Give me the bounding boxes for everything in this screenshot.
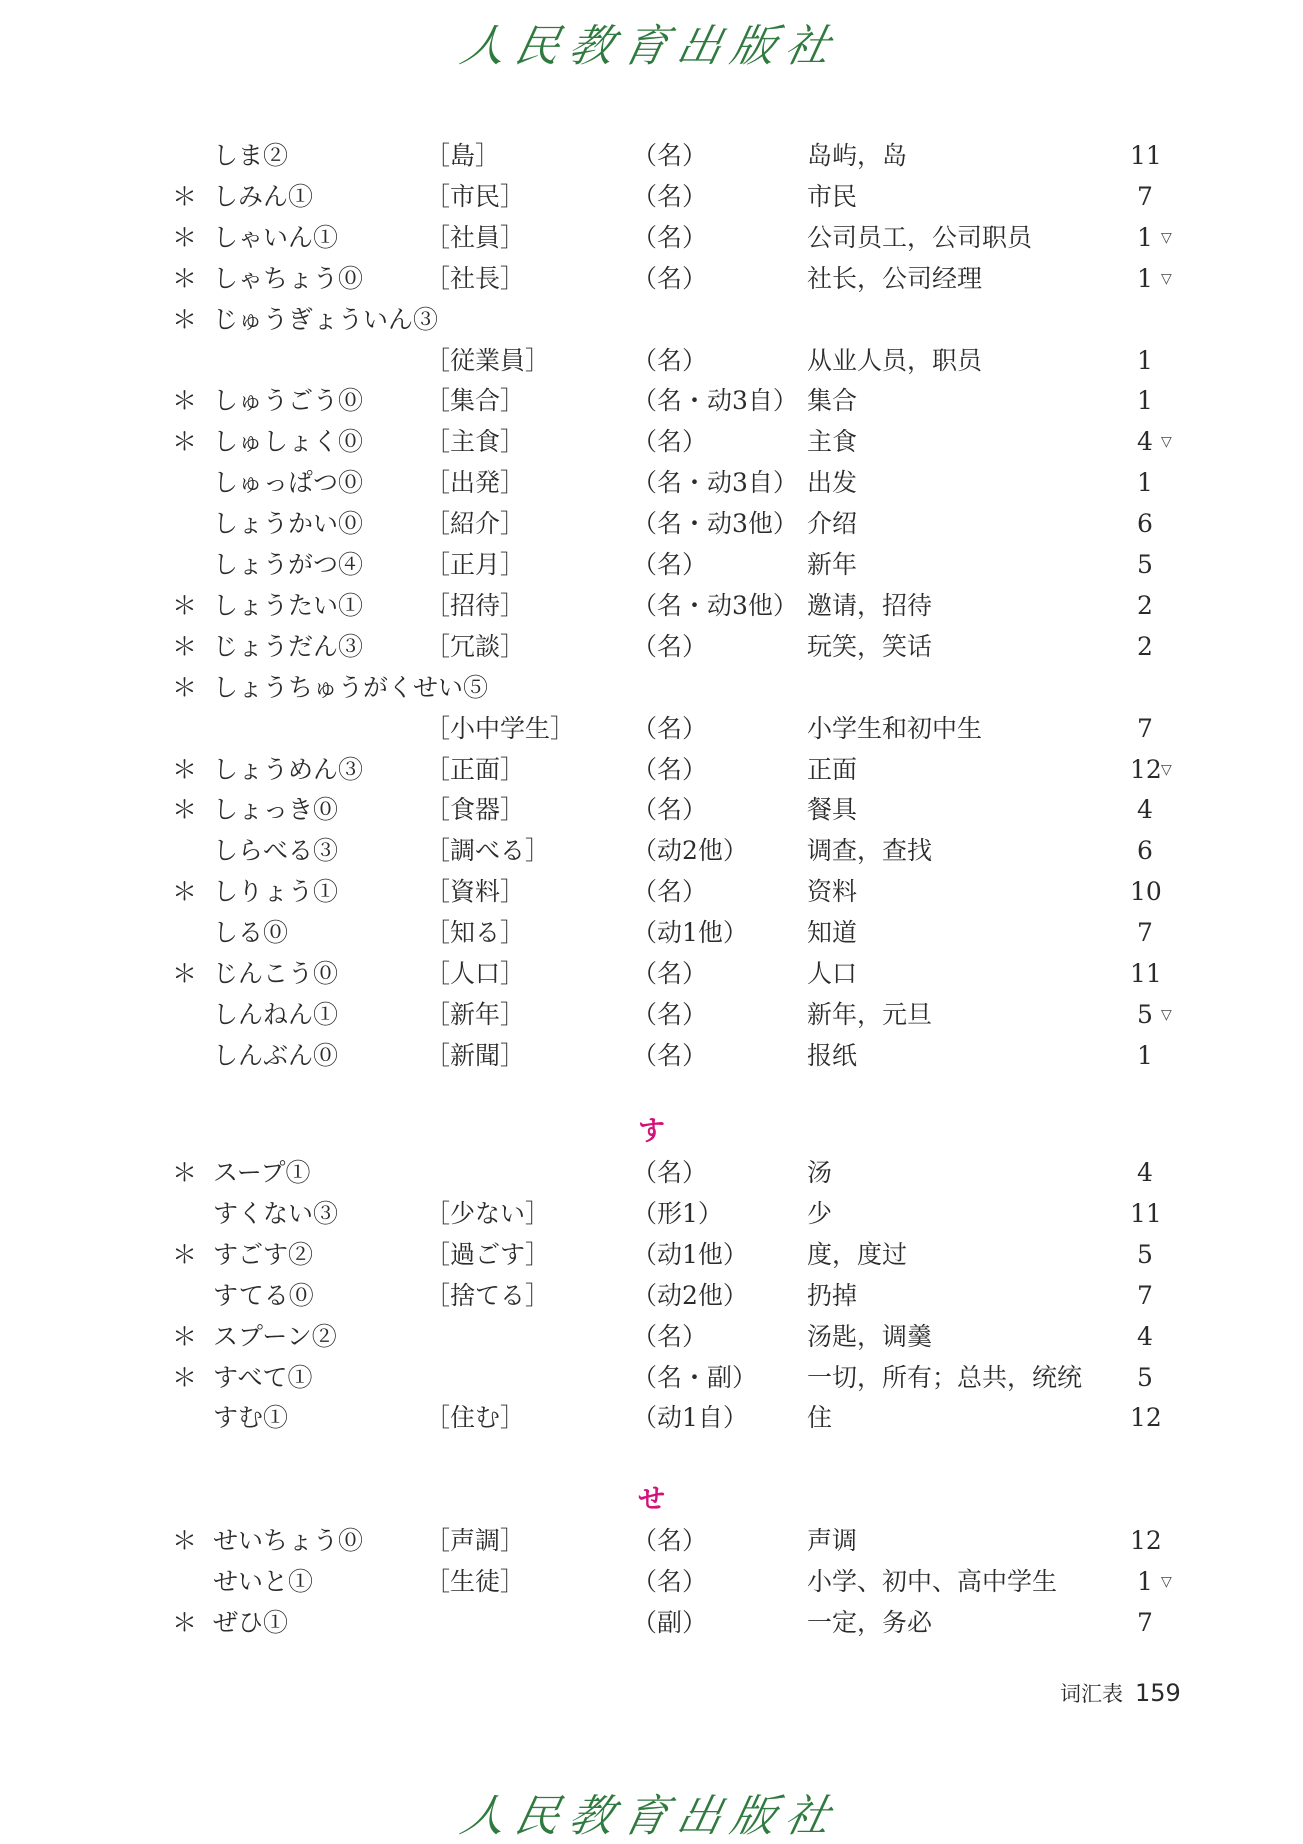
publisher-logo-top: 人民教育出版社 [456,21,845,72]
entry-kana: しりょう① [213,877,339,907]
vocab-entry [0,668,1303,708]
new-word-star-icon: ＊ [172,1526,198,1555]
entry-mark-icon: ▽ [1161,761,1172,778]
entry-part-of-speech: （名） [632,1526,708,1555]
entry-lesson-number: 11 [1130,959,1162,988]
vocab-entry [0,177,1303,217]
new-word-star-icon: ＊ [172,427,198,457]
entry-meaning: 人口 [807,959,858,988]
vocab-entry [0,1562,1303,1602]
new-word-star-icon: ＊ [172,1158,198,1187]
entry-lesson-number: 1 [1137,1040,1153,1070]
entry-lesson-number: 1 [1137,222,1153,252]
section-heading-su: す [638,1116,665,1147]
entry-part-of-speech: （名） [632,1566,708,1596]
entry-meaning: 资料 [807,877,858,907]
entry-part-of-speech: （名） [632,345,708,375]
entry-kanji: ［生徒］ [425,1566,526,1596]
entry-lesson-number: 11 [1130,141,1162,170]
entry-kana: すべて① [213,1362,313,1392]
entry-part-of-speech: （名・动3自） [632,468,798,498]
entry-lesson-number: 11 [1130,1198,1162,1228]
entry-lesson-number: 5 [1137,999,1153,1029]
entry-part-of-speech: （名） [632,1321,708,1351]
entry-kana: しょうちゅうがくせい⑤ [213,672,489,702]
entry-mark-icon: ▽ [1161,434,1172,451]
entry-kanji: ［紹介］ [425,509,526,539]
new-word-star-icon: ＊ [172,1362,198,1392]
entry-part-of-speech: （名） [632,222,708,252]
entry-meaning: 一切，所有；总共，统统 [807,1362,1083,1392]
new-word-star-icon: ＊ [172,877,198,907]
entry-part-of-speech: （名） [632,631,708,661]
entry-part-of-speech: （形1） [632,1198,723,1228]
vocab-entry [0,300,1303,340]
entry-part-of-speech: （名） [632,877,708,907]
entry-kanji: ［食器］ [425,795,526,825]
entry-kana: しゃいん① [213,222,339,252]
entry-lesson-number: 1 [1137,468,1153,498]
entry-lesson-number: 1 [1137,345,1153,375]
entry-kana: しゃちょう⓪ [213,263,364,293]
entry-part-of-speech: （名） [632,713,708,743]
entry-kana: しま② [213,141,289,170]
section-heading-se: せ [638,1484,665,1515]
vocab-entry [0,259,1303,299]
entry-mark-icon: ▽ [1161,1006,1172,1023]
entry-meaning: 介绍 [807,509,858,539]
entry-kana: せいと① [213,1566,314,1596]
entry-meaning: 集合 [807,386,858,416]
entry-meaning: 住 [807,1403,833,1433]
vocab-entry [0,1276,1303,1316]
vocab-entry [0,872,1303,912]
entry-part-of-speech: （名） [632,999,708,1029]
entry-kana: しゅっぱつ⓪ [213,468,364,498]
vocab-entry [0,831,1303,871]
entry-meaning: 声调 [807,1526,858,1555]
entry-meaning: 调查，查找 [807,836,933,866]
new-word-star-icon: ＊ [172,263,198,293]
vocab-entry [0,1317,1303,1357]
entry-kana: しょうがつ④ [213,550,364,579]
entry-lesson-number: 7 [1137,713,1153,743]
entry-kanji: ［冗談］ [425,631,526,661]
entry-lesson-number: 10 [1130,877,1162,907]
entry-meaning: 汤 [807,1158,833,1187]
entry-kana: すてる⓪ [213,1280,314,1310]
vocab-entry [0,136,1303,176]
entry-kana: しる⓪ [213,918,289,948]
vocab-entry [0,504,1303,544]
entry-kana: すごす② [213,1239,314,1269]
entry-meaning: 从业人员，职员 [807,345,983,375]
vocab-entry [0,1235,1303,1275]
entry-kana: じょうだん③ [213,631,364,661]
entry-part-of-speech: （名） [632,550,708,579]
vocab-entry [0,1398,1303,1438]
entry-kana: しょうめん③ [213,754,364,784]
entry-kanji: ［少ない］ [425,1198,551,1228]
entry-part-of-speech: （动1自） [632,1403,748,1433]
vocab-entry [0,1153,1303,1193]
entry-kanji: ［資料］ [425,877,526,907]
entry-part-of-speech: （名） [632,181,708,211]
new-word-star-icon: ＊ [172,1239,198,1269]
entry-part-of-speech: （名） [632,1040,708,1070]
entry-meaning: 岛屿，岛 [807,141,908,170]
entry-meaning: 玩笑，笑话 [807,631,933,661]
vocab-entry [0,422,1303,462]
entry-kanji: ［新年］ [425,999,526,1029]
entry-part-of-speech: （动2他） [632,1280,748,1310]
entry-meaning: 报纸 [807,1040,858,1070]
vocab-entry [0,913,1303,953]
entry-kana: しんねん① [213,999,339,1029]
vocab-entry [0,709,1303,749]
vocab-entry [0,1358,1303,1398]
entry-lesson-number: 1 [1137,263,1153,293]
new-word-star-icon: ＊ [172,672,198,702]
vocab-entry [0,1603,1303,1643]
entry-part-of-speech: （名・动3他） [632,590,798,620]
entry-kanji: ［従業員］ [425,345,551,375]
entry-lesson-number: 6 [1137,836,1153,866]
entry-kana: じんこう⓪ [213,959,339,988]
entry-meaning: 汤匙，调羹 [807,1321,933,1351]
entry-kanji: ［市民］ [425,181,526,211]
vocab-entry [0,463,1303,503]
entry-mark-icon: ▽ [1161,1573,1172,1590]
entry-lesson-number: 1 [1137,1566,1153,1596]
entry-lesson-number: 7 [1137,181,1153,211]
entry-kana: しゅしょく⓪ [213,427,364,457]
entry-meaning: 新年 [807,550,858,579]
entry-lesson-number: 12 [1130,754,1162,784]
entry-meaning: 社长，公司经理 [807,263,983,293]
entry-kanji: ［捨てる］ [425,1280,551,1310]
entry-kana: しょうかい⓪ [213,509,364,539]
entry-meaning: 餐具 [807,795,858,825]
entry-kanji: ［社員］ [425,222,526,252]
entry-kanji: ［島］ [425,141,501,170]
entry-part-of-speech: （动1他） [632,918,748,948]
new-word-star-icon: ＊ [172,590,198,620]
entry-part-of-speech: （名） [632,795,708,825]
entry-kana: せいちょう⓪ [213,1526,364,1555]
vocab-entry [0,545,1303,585]
entry-kanji: ［知る］ [425,918,526,948]
entry-kanji: ［正月］ [425,550,526,579]
new-word-star-icon: ＊ [172,1321,198,1351]
entry-lesson-number: 12 [1130,1526,1162,1555]
entry-kanji: ［正面］ [425,754,526,784]
entry-lesson-number: 4 [1137,795,1153,825]
entry-lesson-number: 7 [1137,1607,1153,1637]
vocab-entry [0,995,1303,1035]
entry-part-of-speech: （名・动3自） [632,386,798,416]
new-word-star-icon: ＊ [172,222,198,252]
new-word-star-icon: ＊ [172,304,198,334]
entry-kana: ぜひ① [213,1607,289,1637]
new-word-star-icon: ＊ [172,631,198,661]
entry-kana: じゅうぎょういん③ [213,304,439,334]
entry-kanji: ［声調］ [425,1526,526,1555]
vocab-entry [0,341,1303,381]
entry-meaning: 邀请，招待 [807,590,933,620]
entry-lesson-number: 4 [1137,427,1153,457]
entry-part-of-speech: （名・副） [632,1362,758,1392]
entry-meaning: 市民 [807,181,858,211]
entry-kana: スプーン② [213,1321,337,1351]
entry-meaning: 公司员工，公司职员 [807,222,1033,252]
entry-kana: すむ① [213,1403,289,1433]
entry-lesson-number: 6 [1137,509,1153,539]
entry-kanji: ［人口］ [425,959,526,988]
entry-meaning: 小学生和初中生 [807,713,983,743]
entry-kana: しみん① [213,181,314,211]
entry-lesson-number: 4 [1137,1158,1153,1187]
entry-kanji: ［主食］ [425,427,526,457]
entry-kana: しょうたい① [213,590,364,620]
entry-kanji: ［出発］ [425,468,526,498]
entry-meaning: 出发 [807,468,858,498]
entry-lesson-number: 7 [1137,918,1153,948]
new-word-star-icon: ＊ [172,754,198,784]
entry-kanji: ［集合］ [425,386,526,416]
entry-lesson-number: 1 [1137,386,1153,416]
vocab-entry [0,586,1303,626]
entry-meaning: 度，度过 [807,1239,908,1269]
entry-kanji: ［小中学生］ [425,713,576,743]
publisher-logo-bottom: 人民教育出版社 [456,1791,845,1842]
entry-kana: しゅうごう⓪ [213,386,364,416]
entry-mark-icon: ▽ [1161,270,1172,287]
entry-meaning: 小学、初中、高中学生 [807,1566,1058,1596]
entry-lesson-number: 5 [1137,1239,1153,1269]
new-word-star-icon: ＊ [172,795,198,825]
page-footer [1060,1678,1200,1708]
entry-part-of-speech: （动1他） [632,1239,748,1269]
vocab-entry [0,627,1303,667]
new-word-star-icon: ＊ [172,959,198,988]
entry-mark-icon: ▽ [1161,229,1172,246]
entry-lesson-number: 5 [1137,550,1153,579]
entry-lesson-number: 2 [1137,590,1153,620]
entry-meaning: 一定，务必 [807,1607,933,1637]
entry-lesson-number: 4 [1137,1321,1153,1351]
vocab-entry [0,1194,1303,1234]
new-word-star-icon: ＊ [172,181,198,211]
entry-kanji: ［過ごす］ [425,1239,551,1269]
page-number: 159 [1135,1679,1181,1707]
entry-kanji: ［新聞］ [425,1040,526,1070]
entry-meaning: 主食 [807,427,858,457]
vocab-entry [0,218,1303,258]
entry-kana: スープ① [213,1158,311,1187]
entry-kana: すくない③ [213,1198,339,1228]
entry-kana: しらべる③ [213,836,339,866]
vocab-entry [0,750,1303,790]
entry-kanji: ［住む］ [425,1403,526,1433]
entry-meaning: 新年，元旦 [807,999,933,1029]
entry-kanji: ［社長］ [425,263,526,293]
entry-lesson-number: 7 [1137,1280,1153,1310]
entry-meaning: 扔掉 [807,1280,858,1310]
entry-part-of-speech: （名） [632,959,708,988]
entry-kana: しんぶん⓪ [213,1040,339,1070]
entry-lesson-number: 12 [1130,1403,1162,1433]
entry-part-of-speech: （动2他） [632,836,748,866]
entry-part-of-speech: （名） [632,1158,708,1187]
entry-meaning: 少 [807,1198,833,1228]
vocab-entry [0,1521,1303,1561]
entry-part-of-speech: （名） [632,141,708,170]
entry-part-of-speech: （副） [632,1607,708,1637]
entry-lesson-number: 2 [1137,631,1153,661]
entry-part-of-speech: （名） [632,427,708,457]
entry-kanji: ［調べる］ [425,836,551,866]
new-word-star-icon: ＊ [172,1607,198,1637]
footer-label: 词汇表 [1060,1682,1123,1706]
entry-part-of-speech: （名） [632,263,708,293]
vocab-entry [0,381,1303,421]
vocab-entry [0,790,1303,830]
vocab-entry [0,1036,1303,1076]
entry-meaning: 知道 [807,918,858,948]
vocab-entry [0,954,1303,994]
entry-part-of-speech: （名・动3他） [632,509,798,539]
entry-kana: しょっき⓪ [213,795,339,825]
entry-kanji: ［招待］ [425,590,526,620]
new-word-star-icon: ＊ [172,386,198,416]
entry-part-of-speech: （名） [632,754,708,784]
entry-meaning: 正面 [807,754,858,784]
entry-lesson-number: 5 [1137,1362,1153,1392]
